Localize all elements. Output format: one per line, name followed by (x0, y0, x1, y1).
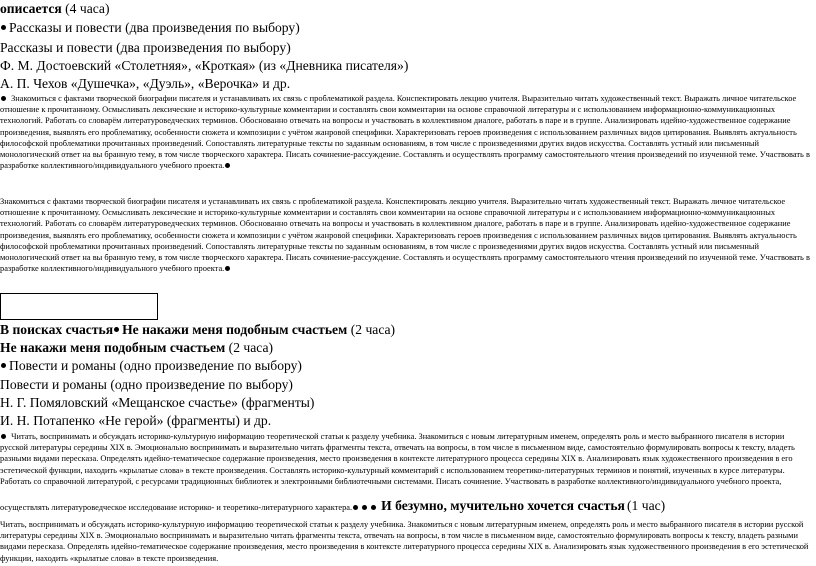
bullet-icon (114, 327, 119, 332)
bullet-icon (225, 163, 230, 168)
work-line-text: И. Н. Потапенко «Не герой» (фрагменты) и др. (0, 413, 272, 428)
work-line (0, 20, 300, 36)
section-heading-title: В поисках счастья (0, 322, 114, 337)
next-section-hours: (1 час) (627, 498, 666, 513)
section-heading-hours: (2 часа) (350, 322, 396, 337)
bullet-icon (1, 434, 6, 439)
activities-paragraph (0, 431, 812, 487)
section-heading (0, 322, 395, 338)
activities-text: Знакомиться с фактами творческой биографии писателя и устанавливать их связь с проблематикой раздела. Конспектировать лекцию учителя. Выразительно читать художественный текст. Выражать личное читательское отношение к прочитанному. Осмысливать лексические и историко-культурные комментарии и составлять свои комментарии на основе справочной литературы и с использованием информационно-коммуникационных технологий. Работать со словарём литературоведческих терминов. Обоснованно отвечать на вопросы и участвовать в коллективном диалоге, работать в паре и в группе. Анализировать идейно-художественное содержание произведения, выявлять его проблематику, особенности сюжета и композиции с учётом жанровой специфики. Характеризовать героев произведения с использованием различных видов цитирования. Выявлять актуальность философской проблематики прочитанных произведений. Сопоставлять литературные тексты по заданным основаниям, в том числе с произведениями других видов искусства. Составлять устный или письменный монологический ответ на вы бранную тему, в том числе творческого характера. Писать сочинение-рассуждение. Составлять и осуществлять программу самостоятельного чтения произведений по изученной теме. Участвовать в разработке коллективного/индивидуального учебного проекта. (0, 197, 810, 274)
activities-text: Знакомиться с фактами творческой биографии писателя и устанавливать их связь с проблематикой раздела. Конспектировать лекцию учителя. Выразительно читать художественный текст. Выражать личное читательское отношение к прочитанному. Осмысливать лексические и историко-культурные комментарии и составлять свои комментарии на основе справочной литературы и с использованием информационно-коммуникационных технологий. Работать со словарём литературоведческих терминов. Обоснованно отвечать на вопросы и участвовать в коллективном диалоге, работать в паре и в группе. Анализировать идейно-художественное содержание произведения, выявлять его проблематику, особенности сюжета и композиции с учётом жанровой специфики. Характеризовать героев произведения с использованием различных видов цитирования. Выявлять актуальность философской проблематики прочитанных произведений. Сопоставлять литературные тексты по заданным основаниям, в том числе с произведениями других видов искусства. Составлять устный или письменный монологический ответ на вы бранную тему, в том числе творческого характера. Писать сочинение-рассуждение. Составлять и осуществлять программу самостоятельного чтения произведений по изученной теме. Участвовать в разработке коллективного/индивидуального учебного проекта. (0, 94, 810, 171)
next-section-heading: И безумно, мучительно хочется счастья (381, 498, 625, 513)
bullet-icon (362, 505, 367, 510)
work-line (0, 395, 314, 411)
bullet-icon (1, 363, 6, 368)
work-line (0, 40, 291, 56)
work-line-text: Ф. М. Достоевский «Столетняя», «Кроткая» (из «Дневника писателя») (0, 58, 409, 73)
work-line (0, 58, 408, 74)
work-line-text: А. П. Чехов «Душечка», «Дуэль», «Верочка» и др. (0, 76, 291, 91)
work-line (0, 413, 271, 429)
activities-paragraph (0, 93, 812, 171)
subheading-hours: (2 часа) (228, 340, 274, 355)
section-heading-title: описается (0, 1, 62, 16)
activities-text: Читать, воспринимать и обсуждать историко-культурную информацию теоретической статьи к разделу учебника. Знакомиться с новым литературным именем, определять роль и место выбранного писателя в истории русской литературы середины XIX в. Эмоционально воспринимать и выразительно читать фрагменты текста, отвечать на вопросы, в том числе в письменном виде, самостоятельно формулировать вопросы к тексту, владеть разными видами пересказа. Определять идейно-тематическое содержание произведения, место произведения в контексте литературного процесса середины XIX в. Анализировать язык художественного произведения в его эстетической функции, находить «крылатые слова» в тексте произведения. Составлять историко-культурный комментарий с использованием теоретико-литературных терминов и понятий, изученных в курсе литературы. Работать со справочной литературой, с ресурсами традиционных библиотек и электронными библиотечными системами. Писать сочинение. Участвовать в разработке коллективного/индивидуального учебного проекта, (0, 432, 795, 486)
work-line-text: Рассказы и повести (два произведения по выбору) (0, 40, 291, 55)
subheading-title: Не накажи меня подобным счастьем (0, 340, 226, 355)
work-line-text: Н. Г. Помяловский «Мещанское счастье» (фрагменты) (0, 395, 315, 410)
section-heading-hours: (4 часа) (65, 1, 110, 16)
work-line (0, 358, 302, 374)
bullet-icon (371, 505, 376, 510)
activities-paragraph (0, 196, 812, 274)
empty-table-cell (0, 293, 158, 320)
activities-tail-line (0, 500, 665, 514)
work-line (0, 76, 290, 92)
work-line (0, 377, 293, 393)
work-line-text: Повести и романы (одно произведение по выбору) (0, 377, 293, 392)
work-line-text: Рассказы и повести (два произведения по выбору) (9, 20, 300, 35)
bullet-icon (1, 25, 6, 30)
section-heading-subtitle: Не накажи меня подобным счастьем (122, 322, 348, 337)
section-heading (0, 1, 110, 17)
activities-paragraph (0, 519, 812, 564)
work-line-text: Повести и романы (одно произведение по выбору) (9, 358, 302, 373)
bullet-icon (353, 505, 358, 510)
activities-text: осуществлять литературоведческое исследование историко- и теоретико-литературного характера. (0, 503, 353, 512)
bullet-icon (1, 96, 6, 101)
section-subheading (0, 340, 273, 356)
bullet-icon (225, 266, 230, 271)
activities-text: Читать, воспринимать и обсуждать историко-культурную информацию теоретической статьи к разделу учебника. Знакомиться с новым литературным именем, определять роль и место выбранного писателя в истории русской литературы середины XIX в. Эмоционально воспринимать и выразительно читать фрагменты текста, отвечать на вопросы, в том числе в письменном виде, самостоятельно формулировать вопросы к тексту, владеть разными видами пересказа. Определять идейно-тематическое содержание произведения, место произведения в контексте литературного процесса середины XIX в. Анализировать язык художественного произведения в его эстетической функции, находить «крылатые слова» в тексте произведения. (0, 520, 809, 563)
